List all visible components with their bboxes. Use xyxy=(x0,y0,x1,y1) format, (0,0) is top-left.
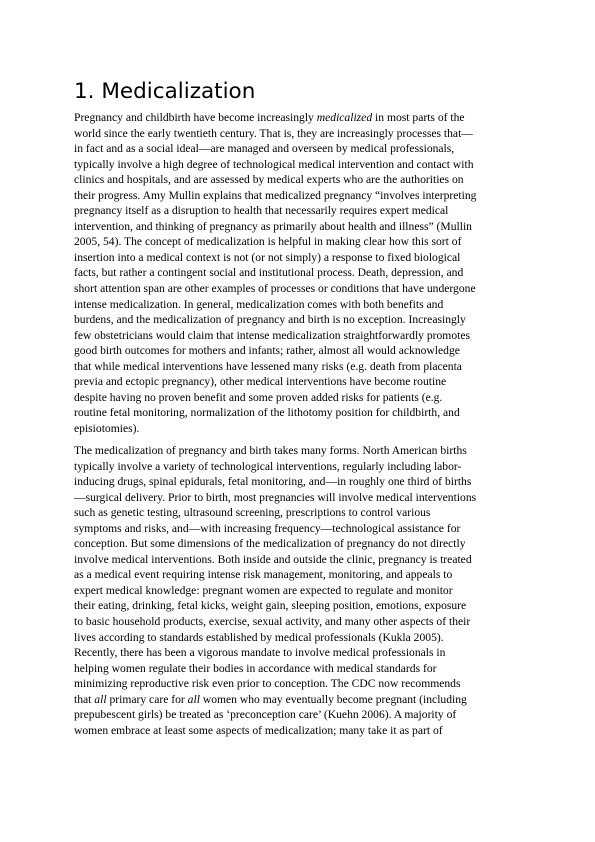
emphasis-run: all xyxy=(94,692,107,706)
text-line xyxy=(74,598,523,614)
text-run: few obstetricians would claim that intense medicalization straightforwardly promotes xyxy=(74,328,471,342)
text-line xyxy=(74,172,523,188)
text-run: lives according to standards established by medical professionals (Kukla 2005). xyxy=(74,630,444,644)
text-run: burdens, and the medicalization of pregnancy and birth is no exception. Increasingly xyxy=(74,313,466,327)
text-run: 2005, 54). The concept of medicalization is helpful in making clear how this sort of xyxy=(74,235,462,249)
text-line xyxy=(74,343,523,359)
text-run: clinics and hospitals, and are assessed by medical experts who are the authorities on xyxy=(74,173,464,187)
text-line xyxy=(74,459,523,475)
text-line xyxy=(74,265,523,281)
text-run: facts, but rather a contingent social and institutional process. Death, depression, and xyxy=(74,266,464,280)
text-run: insertion into a medical context is not (or not simply) a response to fixed biological xyxy=(74,250,461,264)
text-run: symptoms and risks, and—with increasing frequency—technological assistance for xyxy=(74,521,461,535)
text-run: pregnancy itself as a disruption to health that necessarily requires expert medical xyxy=(74,204,449,218)
emphasis-run: all xyxy=(187,692,200,706)
paragraph-2 xyxy=(74,443,523,738)
text-line xyxy=(74,203,523,219)
text-line xyxy=(74,521,523,537)
text-run: short attention span are other examples of processes or conditions that have undergone xyxy=(74,282,476,296)
text-line xyxy=(74,281,523,297)
text-run: inducing drugs, spinal epidurals, fetal monitoring, and—in roughly one third of births xyxy=(74,475,472,489)
text-line xyxy=(74,505,523,521)
text-run: as a medical event requiring intense risk management, monitoring, and appeals to xyxy=(74,568,453,582)
text-line xyxy=(74,110,523,126)
text-run: The medicalization of pregnancy and birth takes many forms. North American births xyxy=(74,443,467,457)
text-run: in fact and as a social ideal—are managed and overseen by medical professionals, xyxy=(74,142,455,156)
text-line xyxy=(74,297,523,313)
text-line xyxy=(74,630,523,646)
text-run: in most parts of the xyxy=(372,111,465,124)
section-heading: 1. Medicalization xyxy=(74,79,256,104)
text-line xyxy=(74,676,523,692)
text-line xyxy=(74,234,523,250)
text-line xyxy=(74,645,523,661)
text-run: Recently, there has been a vigorous mandate to involve medical professionals in xyxy=(74,646,446,660)
text-run: their eating, drinking, fetal kicks, weight gain, sleeping position, emotions, exposure xyxy=(74,599,467,613)
text-line xyxy=(74,405,523,421)
text-line xyxy=(74,661,523,677)
text-line xyxy=(74,421,523,437)
emphasis-run: medicalized xyxy=(316,111,373,124)
text-run: helping women regulate their bodies in accordance with medical standards for xyxy=(74,661,437,675)
text-run: expert medical knowledge: pregnant women are expected to regulate and monitor xyxy=(74,583,453,597)
text-run: Pregnancy and childbirth have become increasingly xyxy=(74,111,317,124)
paragraph-1 xyxy=(74,110,523,436)
text-run: that while medical interventions have lessened many risks (e.g. death from placenta xyxy=(74,359,462,373)
text-line xyxy=(74,359,523,375)
text-run: that xyxy=(74,692,95,706)
text-run: episiotomies). xyxy=(74,421,140,435)
text-line xyxy=(74,141,523,157)
text-run: women who may eventually become pregnant (including xyxy=(199,692,467,706)
text-run: good birth outcomes for mothers and infants; rather, almost all would acknowledge xyxy=(74,344,460,358)
text-run: such as genetic testing, ultrasound screening, prescriptions to control various xyxy=(74,506,431,520)
text-line xyxy=(74,312,523,328)
text-run: previa and ectopic pregnancy), other medical interventions have become routine xyxy=(74,375,447,389)
text-run: involve medical interventions. Both inside and outside the clinic, pregnancy is treated xyxy=(74,552,472,566)
text-line xyxy=(74,692,523,708)
text-line xyxy=(74,490,523,506)
text-run: intense medicalization. In general, medicalization comes with both benefits and xyxy=(74,297,444,311)
text-run: intervention, and thinking of pregnancy as primarily about health and illness” (Mullin xyxy=(74,219,472,233)
text-run: conception. But some dimensions of the medicalization of pregnancy do not directly xyxy=(74,537,466,551)
text-line xyxy=(74,374,523,390)
text-run: prepubescent girls) be treated as ‘preconception care’ (Kuehn 2006). A majority of xyxy=(74,708,457,722)
text-line xyxy=(74,219,523,235)
body-text xyxy=(74,110,523,745)
text-run: routine fetal monitoring, normalization of the lithotomy position for childbirth, and xyxy=(74,406,460,420)
text-run: typically involve a high degree of technological medical intervention and contact with xyxy=(74,157,474,171)
text-line xyxy=(74,536,523,552)
text-line xyxy=(74,707,523,723)
text-line xyxy=(74,474,523,490)
text-line xyxy=(74,723,523,739)
text-run: their progress. Amy Mullin explains that medicalized pregnancy “involves interpreting xyxy=(74,188,477,202)
text-line xyxy=(74,583,523,599)
text-line xyxy=(74,552,523,568)
text-run: primary care for xyxy=(106,692,188,706)
text-run: —surgical delivery. Prior to birth, most pregnancies will involve medical interventions xyxy=(74,490,477,504)
text-line xyxy=(74,328,523,344)
text-line xyxy=(74,157,523,173)
text-line xyxy=(74,614,523,630)
text-line xyxy=(74,390,523,406)
text-line xyxy=(74,443,523,459)
text-line xyxy=(74,567,523,583)
text-run: typically involve a variety of technological interventions, regularly including labor- xyxy=(74,459,462,473)
text-line xyxy=(74,126,523,142)
text-run: despite having no proven benefit and some proven added risks for patients (e.g. xyxy=(74,390,443,404)
text-line xyxy=(74,188,523,204)
text-run: world since the early twentieth century. That is, they are increasingly processes that— xyxy=(74,126,473,140)
text-run: to basic household products, exercise, sexual activity, and many other aspects of their xyxy=(74,615,471,628)
text-run: women embrace at least some aspects of medicalization; many take it as part of xyxy=(74,723,443,737)
text-line xyxy=(74,250,523,266)
text-run: minimizing reproductive risk even prior to conception. The CDC now recommends xyxy=(74,677,461,691)
